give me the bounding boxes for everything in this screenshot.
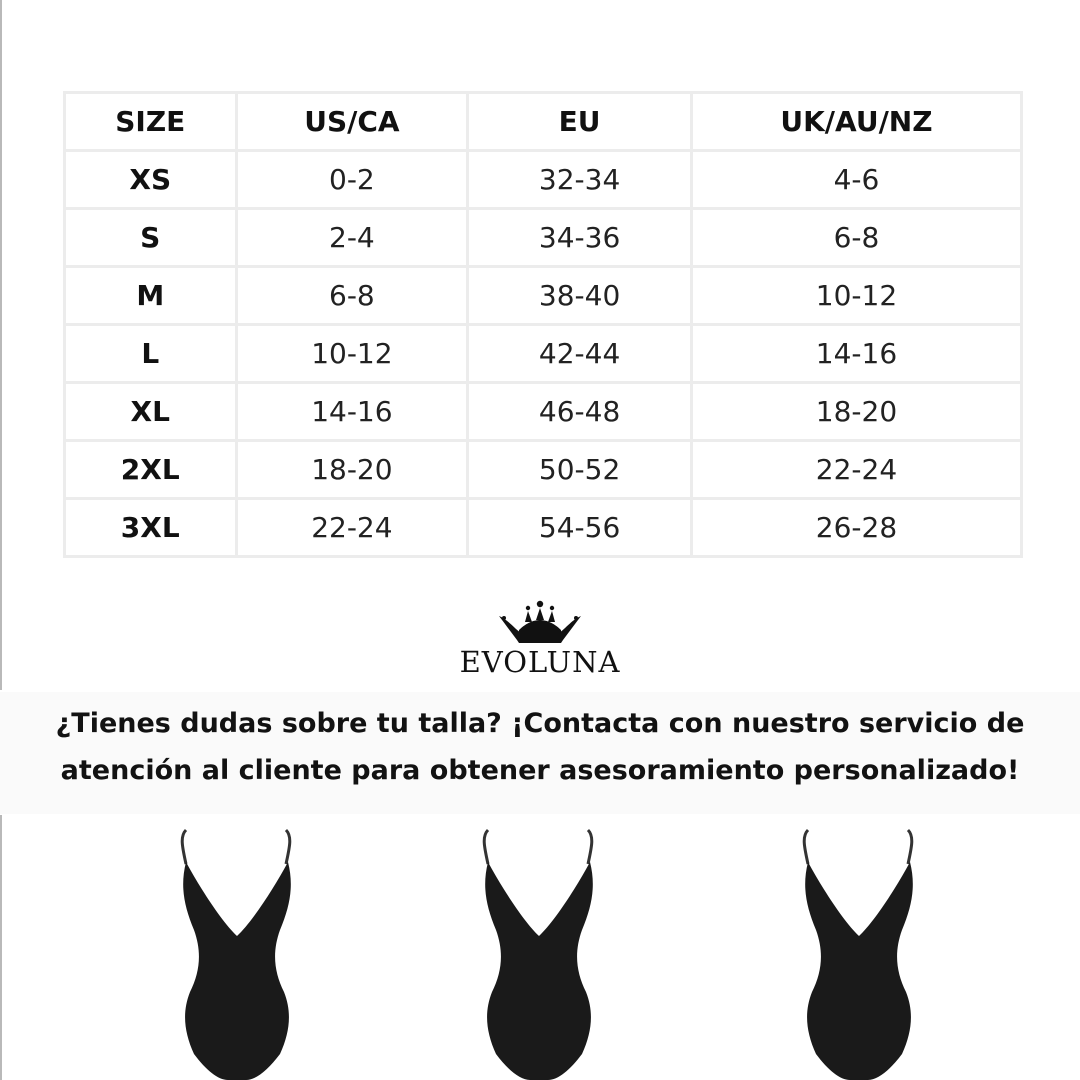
brand-name: EVOLUNA xyxy=(459,645,621,679)
table-row xyxy=(65,499,1022,557)
uk-au-nz-value: 4-6 xyxy=(691,151,1021,209)
us-ca-value: 6-8 xyxy=(236,267,468,325)
uk-au-nz-value: 22-24 xyxy=(691,441,1021,499)
uk-au-nz-value: 26-28 xyxy=(691,499,1021,557)
eu-value: 38-40 xyxy=(468,267,692,325)
size-chart-table xyxy=(63,91,1023,558)
table-header-row xyxy=(65,93,1022,151)
eu-value: 54-56 xyxy=(468,499,692,557)
us-ca-value: 0-2 xyxy=(236,151,468,209)
eu-value: 46-48 xyxy=(468,383,692,441)
table-row xyxy=(65,383,1022,441)
bodysuit-image xyxy=(474,826,604,1080)
us-ca-value: 2-4 xyxy=(236,209,468,267)
table-row xyxy=(65,325,1022,383)
size-label: 2XL xyxy=(65,441,237,499)
table-row xyxy=(65,441,1022,499)
header-uk-au-nz: UK/AU/NZ xyxy=(691,93,1021,151)
uk-au-nz-value: 6-8 xyxy=(691,209,1021,267)
bodysuit-image xyxy=(172,826,302,1080)
eu-value: 34-36 xyxy=(468,209,692,267)
size-label: M xyxy=(65,267,237,325)
size-label: XL xyxy=(65,383,237,441)
brand-logo xyxy=(440,600,640,682)
uk-au-nz-value: 18-20 xyxy=(691,383,1021,441)
us-ca-value: 22-24 xyxy=(236,499,468,557)
us-ca-value: 18-20 xyxy=(236,441,468,499)
eu-value: 50-52 xyxy=(468,441,692,499)
help-message xyxy=(0,692,1080,814)
table-row xyxy=(65,209,1022,267)
product-images xyxy=(0,826,1080,1080)
help-message-line-2: atención al cliente para obtener asesoramiento personalizado! xyxy=(60,755,1020,786)
uk-au-nz-value: 10-12 xyxy=(691,267,1021,325)
bodysuit-image xyxy=(794,826,924,1080)
uk-au-nz-value: 14-16 xyxy=(691,325,1021,383)
size-label: 3XL xyxy=(65,499,237,557)
header-eu: EU xyxy=(468,93,692,151)
size-label: S xyxy=(65,209,237,267)
help-message-line-1: ¿Tienes dudas sobre tu talla? ¡Contacta con nuestro servicio de xyxy=(55,708,1025,739)
table-row xyxy=(65,151,1022,209)
size-label: XS xyxy=(65,151,237,209)
size-label: L xyxy=(65,325,237,383)
header-us-ca: US/CA xyxy=(236,93,468,151)
eu-value: 42-44 xyxy=(468,325,692,383)
table-row xyxy=(65,267,1022,325)
us-ca-value: 14-16 xyxy=(236,383,468,441)
eu-value: 32-34 xyxy=(468,151,692,209)
header-size: SIZE xyxy=(65,93,237,151)
us-ca-value: 10-12 xyxy=(236,325,468,383)
crown-icon xyxy=(497,600,583,644)
